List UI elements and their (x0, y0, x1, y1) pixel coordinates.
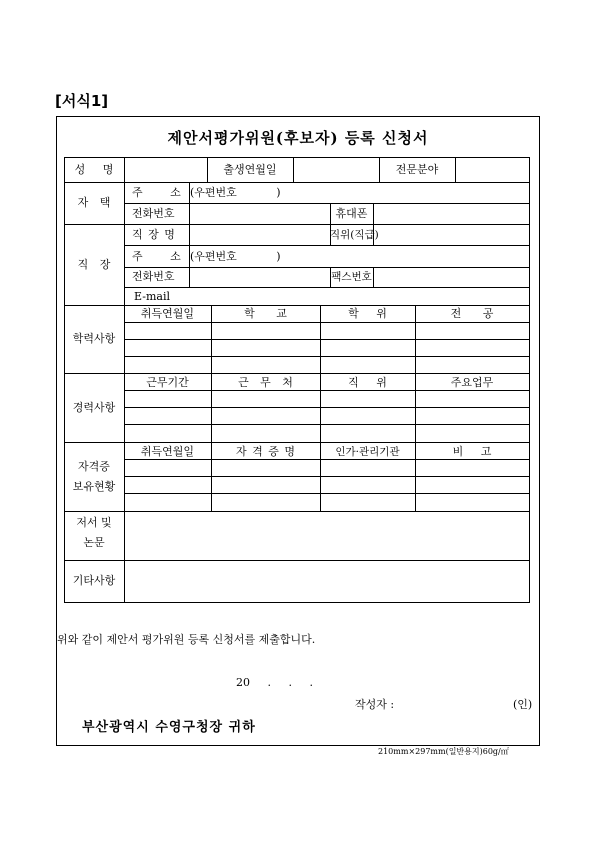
birth-date-field[interactable] (295, 162, 378, 178)
career-col-workplace: 근 무 처 (238, 376, 293, 389)
specialty-label: 전문분야 (395, 163, 439, 176)
mobile-label: 휴대폰 (335, 207, 368, 220)
work-section-label: 직 장 (77, 258, 111, 271)
education-col-major: 전 공 (450, 307, 494, 320)
certificates-section-label-2: 보유현황 (72, 480, 116, 493)
email-field[interactable] (191, 289, 529, 305)
home-postal-code-field[interactable]: (우편번호 ) (190, 186, 281, 199)
other-field[interactable] (126, 562, 529, 601)
certificates-col-name: 자 격 증 명 (236, 445, 295, 458)
specialty-field[interactable] (457, 162, 529, 178)
other-label: 기타사항 (72, 574, 116, 587)
birth-date-label: 출생연월일 (223, 163, 277, 176)
education-col-degree: 학 위 (348, 307, 387, 320)
fax-field[interactable] (375, 269, 529, 285)
career-col-period: 근무기간 (146, 376, 189, 389)
company-name-label: 직 장 명 (132, 228, 175, 241)
home-section-label: 자 택 (77, 196, 111, 209)
home-phone-label: 전화번호 (132, 207, 175, 220)
form-number-label: [서식1] (55, 92, 109, 110)
position-label: 직위(직급) (330, 229, 379, 241)
certificates-col-authority: 인가·관리기관 (335, 446, 400, 458)
publications-label-1: 저서 및 (76, 516, 112, 529)
career-col-position: 직 위 (348, 376, 387, 389)
work-address-label: 주 소 (132, 250, 181, 263)
publications-field[interactable] (126, 513, 529, 559)
date-line: 20 . . . (236, 676, 313, 689)
education-col-date: 취득연월일 (140, 307, 195, 320)
certificates-section-label-1: 자격증 (78, 460, 110, 473)
email-label: E-mail (134, 290, 170, 303)
name-field[interactable] (126, 162, 206, 178)
mobile-field[interactable] (375, 206, 529, 222)
writer-label: 작성자 : (355, 698, 395, 711)
work-phone-label: 전화번호 (132, 270, 175, 283)
position-field[interactable] (375, 227, 529, 243)
career-col-duties: 주요업무 (450, 376, 494, 389)
publications-label-2: 논문 (83, 536, 105, 549)
company-name-field[interactable] (191, 227, 329, 243)
work-postal-code-field[interactable]: (우편번호 ) (190, 250, 281, 263)
declaration-text: 위와 같이 제안서 평가위원 등록 신청서를 제출합니다. (57, 633, 316, 646)
name-label: 성 명 (74, 163, 114, 176)
education-col-school: 학 교 (244, 307, 287, 320)
seal-label: (인) (513, 698, 533, 711)
form-title: 제안서평가위원(후보자) 등록 신청서 (167, 129, 429, 147)
education-section-label: 학력사항 (72, 332, 116, 345)
certificates-col-remarks: 비 고 (452, 445, 492, 458)
certificates-col-date: 취득연월일 (140, 445, 195, 458)
paper-spec: 210mm×297mm(일반용지)60g/㎡ (378, 747, 509, 756)
home-phone-field[interactable] (191, 206, 329, 222)
fax-label: 팩스번호 (331, 271, 372, 283)
home-address-label: 주 소 (132, 186, 181, 199)
career-section-label: 경력사항 (72, 401, 116, 414)
addressee: 부산광역시 수영구청장 귀하 (82, 720, 256, 735)
work-phone-field[interactable] (191, 269, 329, 285)
